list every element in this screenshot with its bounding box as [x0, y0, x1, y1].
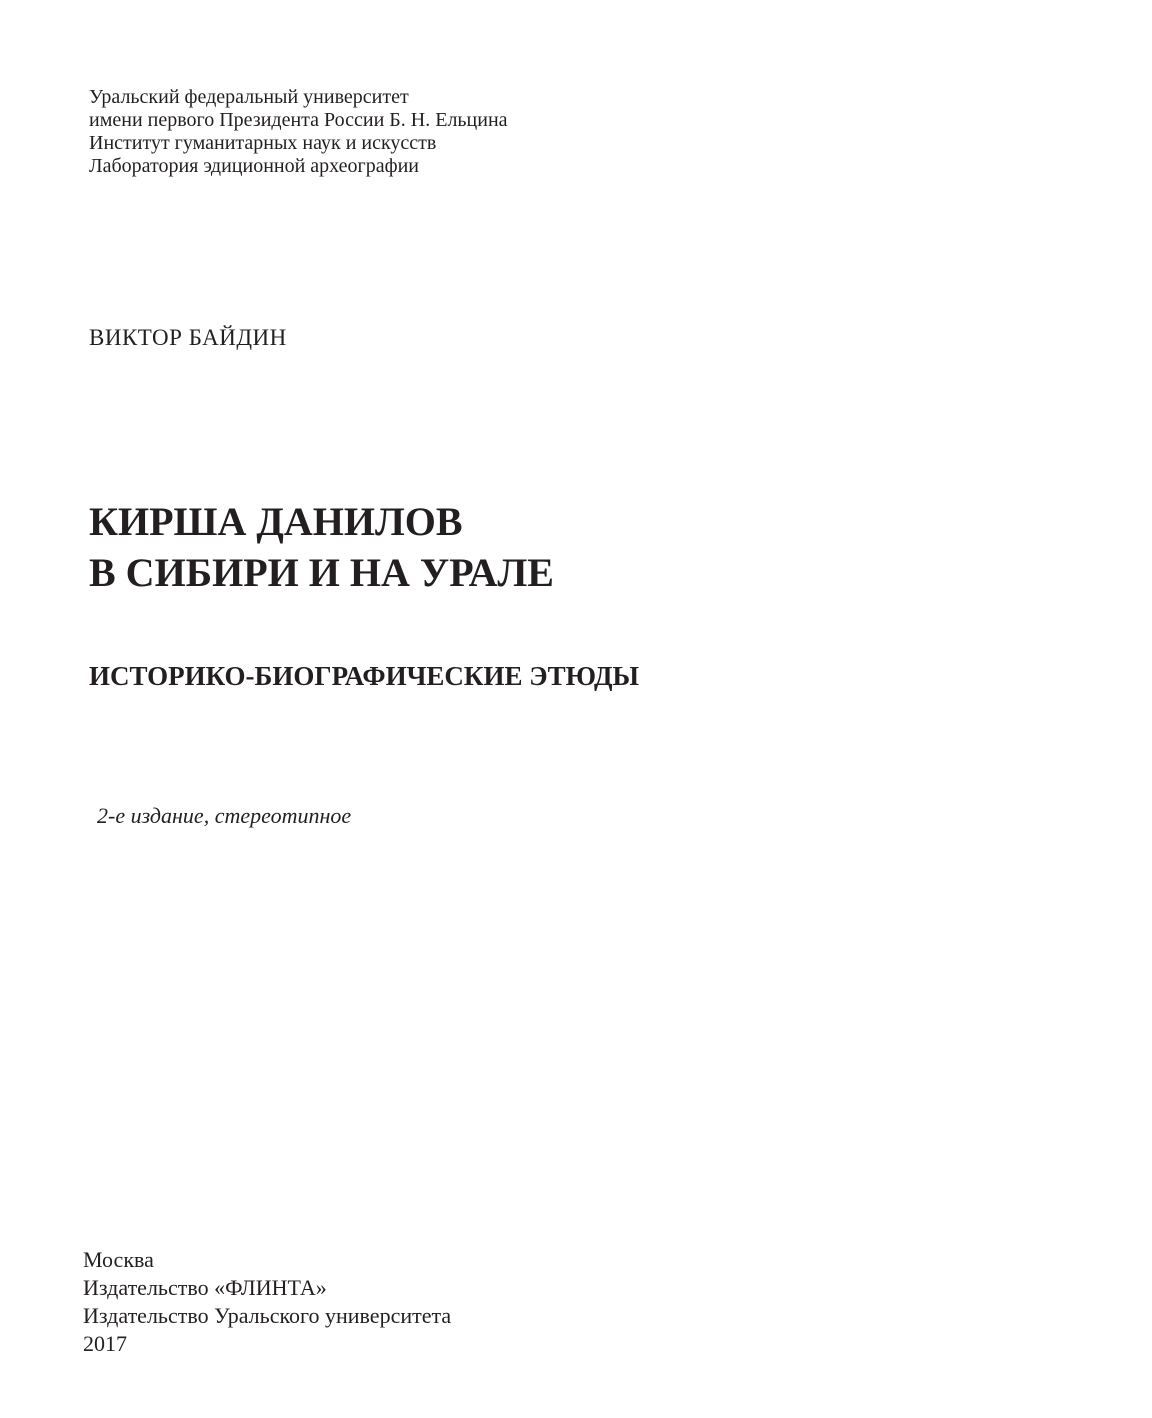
institution-line-named-after: имени первого Президента России Б. Н. Ельцина	[89, 109, 508, 131]
book-title-line-2: В СИБИРИ И НА УРАЛЕ	[89, 550, 554, 595]
imprint-publisher-flinta: Издательство «ФЛИНТА»	[83, 1275, 327, 1300]
imprint-city: Москва	[83, 1247, 154, 1272]
book-title	[89, 496, 554, 598]
imprint-block	[83, 1246, 451, 1358]
edition-note: 2-е издание, стереотипное	[97, 803, 352, 828]
book-subtitle: ИСТОРИКО-БИОГРАФИЧЕСКИЕ ЭТЮДЫ	[89, 661, 640, 691]
author-name: ВИКТОР БАЙДИН	[89, 325, 287, 350]
book-title-line-1: КИРША ДАНИЛОВ	[89, 499, 463, 544]
institution-line-institute: Институт гуманитарных наук и искусств	[89, 132, 437, 154]
institution-line-laboratory: Лаборатория эдиционной археографии	[89, 155, 419, 177]
institution-line-university: Уральский федеральный университет	[89, 86, 409, 108]
imprint-year: 2017	[83, 1331, 127, 1356]
imprint-publisher-ural: Издательство Уральского университета	[83, 1303, 452, 1328]
institution-block	[89, 86, 508, 178]
